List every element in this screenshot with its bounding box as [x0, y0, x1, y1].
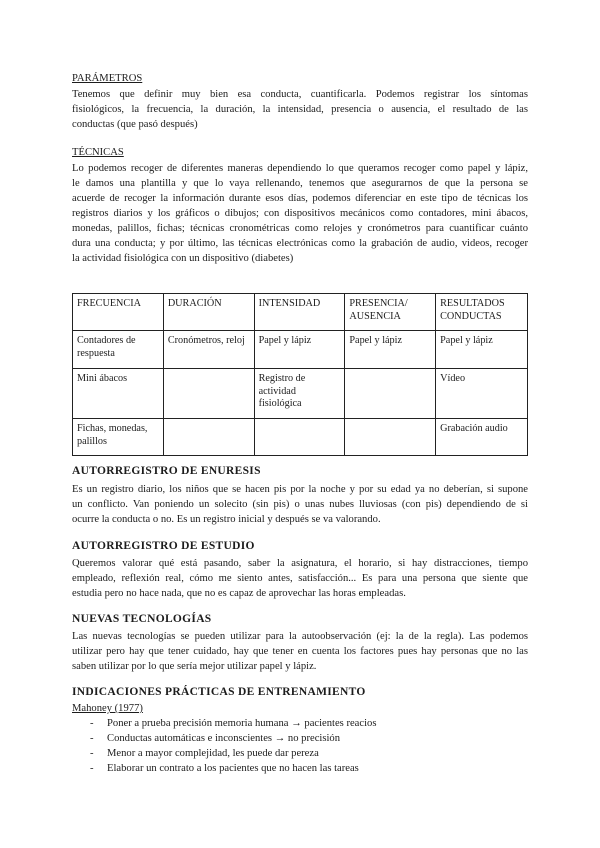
paragraph-line: Tenemos que definir muy bien esa conducta, cuantificarla. Podemos registrar los síntomas — [72, 89, 528, 100]
table-cell: Papel y lápiz — [436, 331, 528, 369]
list-item — [90, 761, 527, 776]
list-item — [90, 731, 527, 746]
indicaciones-heading: INDICACIONES PRÁCTICAS DE ENTRENAMIENTO — [72, 686, 366, 698]
table-cell: Papel y lápiz — [345, 331, 436, 369]
paragraph-line: monedas, palillos, fichas; técnicas cronométricas como relojes y cronómetros para cuantificar cuánto — [72, 223, 528, 234]
list-item — [90, 716, 527, 731]
table-row — [73, 331, 528, 369]
list-item-text: Conductas automáticas e inconscientes → no precisión — [107, 733, 341, 744]
list-item-text: Poner a prueba precisión memoria humana → pacientes reacios — [107, 718, 377, 729]
table-cell: Grabación audio — [436, 419, 528, 456]
table-cell: Vídeo — [436, 369, 528, 419]
author-reference: Mahoney (1977) — [72, 703, 143, 714]
table-cell — [163, 419, 254, 456]
tecnicas-heading: TÉCNICAS — [72, 147, 124, 158]
paragraph-line: registros diarios y los gráficos o dibujos; con dispositivos mecánicos como contadores, mini ábacos, — [72, 208, 528, 219]
header-cell: RESULTADOS CONDUCTAS — [436, 294, 528, 331]
paragraph-line: acuerde de recoger la información durante esos días, podemos diferenciar en este tipo de técnicas los — [72, 193, 528, 204]
table-cell: Contadores de respuesta — [73, 331, 164, 369]
table-cell — [345, 419, 436, 456]
estudio-paragraph — [72, 556, 528, 601]
header-cell: INTENSIDAD — [254, 294, 345, 331]
table-cell: Cronómetros, reloj — [163, 331, 254, 369]
paragraph-line: ocurre la conducta o no. Es un registro inicial y después se va valorando. — [72, 514, 381, 525]
paragraph-line: Queremos valorar qué está pasando, saber la asignatura, el horario, si hay distracciones, tiempo — [72, 558, 528, 569]
paragraph-line: saben utilizar por lo que sería mejor utilizar papel y lápiz. — [72, 661, 317, 672]
table-cell: Registro de actividad fisiológica — [254, 369, 345, 419]
paragraph-line: dura una conducta; y por último, las técnicas electrónicas como la grabación de audio, videos, recoger — [72, 238, 528, 249]
parametros-heading: PARÁMETROS — [72, 73, 143, 84]
table-row — [73, 369, 528, 419]
table-cell — [163, 369, 254, 419]
registro-table — [72, 293, 528, 456]
header-cell: FRECUENCIA — [73, 294, 164, 331]
dash-marker: - — [90, 733, 94, 744]
tecnologias-paragraph — [72, 629, 528, 674]
paragraph-line: la actividad fisiológica con un dispositivo (diabetes) — [72, 253, 294, 264]
dash-marker: - — [90, 718, 94, 729]
paragraph-line: fisiológicos, la frecuencia, la duración, la intensidad, presencia o ausencia, el resultado de las — [72, 104, 528, 115]
table-cell — [254, 419, 345, 456]
list-item-text: Menor a mayor complejidad, les puede dar pereza — [107, 748, 319, 759]
paragraph-line: conductas (que pasó después) — [72, 119, 198, 130]
dash-marker: - — [90, 763, 94, 774]
table-cell: Fichas, monedas, palillos — [73, 419, 164, 456]
indicaciones-list — [90, 716, 527, 776]
paragraph-line: empleado, reflexión real, cómo me siento antes, satisfacción... Es para una persona que siente que — [72, 573, 528, 584]
header-cell: DURACIÓN — [163, 294, 254, 331]
paragraph-line: Lo podemos recoger de diferentes maneras dependiendo lo que queramos recoger como papel y lápiz, — [72, 163, 528, 174]
table-cell: Mini ábacos — [73, 369, 164, 419]
tecnicas-paragraph — [72, 161, 528, 266]
tecnologias-heading: NUEVAS TECNOLOGÍAS — [72, 613, 212, 625]
paragraph-line: utilizar pero hay que tener cuidado, hay que tener en cuenta los factores pues hay personas que no las — [72, 646, 528, 657]
header-cell: PRESENCIA/ AUSENCIA — [345, 294, 436, 331]
parametros-paragraph — [72, 87, 528, 132]
table-cell: Papel y lápiz — [254, 331, 345, 369]
list-item — [90, 746, 527, 761]
table-row — [73, 419, 528, 456]
dash-marker: - — [90, 748, 94, 759]
paragraph-line: un conflicto. Van poniendo un solecito (sin pis) o unas nubes lluviosas (con pis) dependiendo de si — [72, 499, 528, 510]
enuresis-paragraph — [72, 482, 528, 527]
paragraph-line: Es un registro diario, los niños que se hacen pis por la noche y por su edad ya no deberían, si supone — [72, 484, 528, 495]
estudio-heading: AUTORREGISTRO DE ESTUDIO — [72, 540, 255, 552]
table-cell — [345, 369, 436, 419]
list-item-text: Elaborar un contrato a los pacientes que no hacen las tareas — [107, 763, 359, 774]
paragraph-line: le damos una plantilla y que lo vaya rellenando, tenemos que asegurarnos de que la persona se — [72, 178, 528, 189]
table-header-row — [73, 294, 528, 331]
enuresis-heading: AUTORREGISTRO DE ENURESIS — [72, 465, 261, 477]
paragraph-line: Las nuevas tecnologías se pueden utilizar para la autoobservación (ej: la de la regla). Las podemos — [72, 631, 528, 642]
paragraph-line: estudia pero no hace nada, que no es capaz de aprovechar las horas empleadas. — [72, 588, 406, 599]
